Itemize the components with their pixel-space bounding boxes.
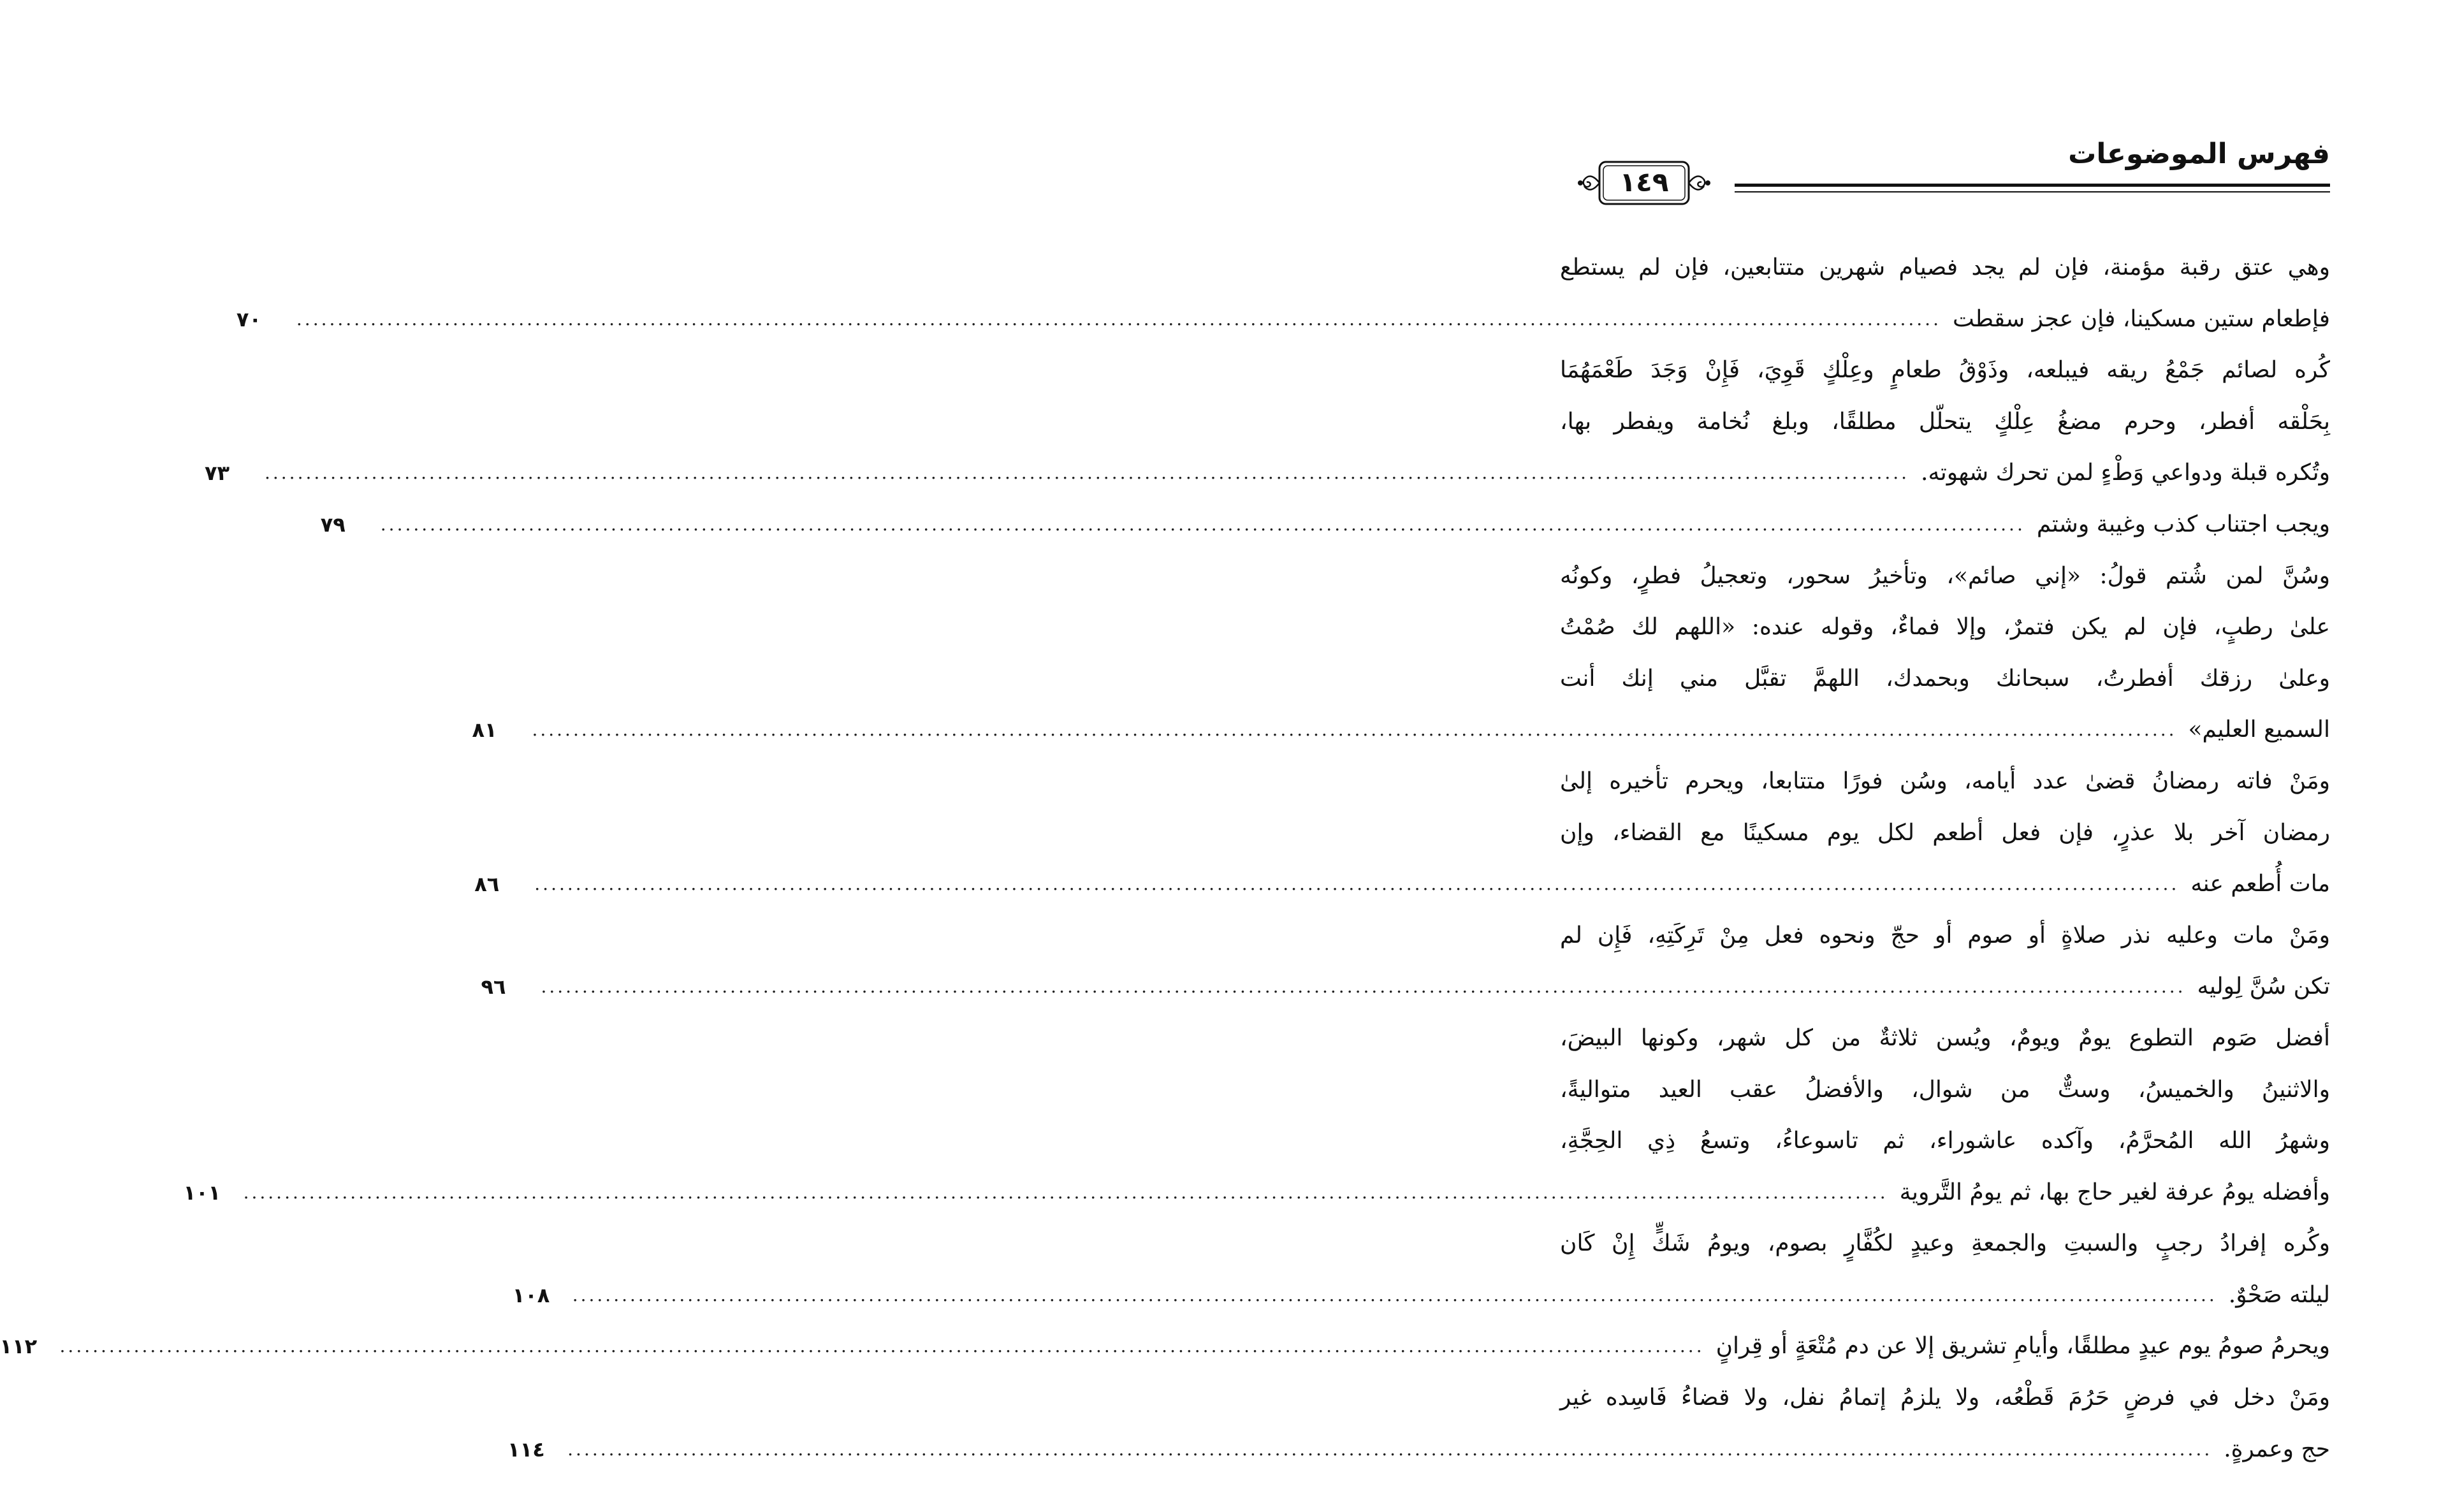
index-entry-line <box>1560 551 2330 602</box>
index-entry-line <box>1560 756 2330 808</box>
dot-leader: ........................................................................................................................................................................................................ <box>59 1335 1705 1357</box>
index-entry-text: كُره لصائم جَمْعُ ريقه فيبلعه، وذَوْقُ طعامٍ وعِلْكٍ قَوِيَ، فَإِنْ وَجَدَ طَعْمَهُمَا <box>1560 357 2330 384</box>
header-rule-thick <box>1735 184 2330 187</box>
index-entry-line <box>1560 1372 2330 1424</box>
dot-leader: ........................................................................................................................................................................................................ <box>572 1284 2217 1305</box>
index-entry-line <box>1560 910 2330 962</box>
index-entry-line <box>236 294 2330 345</box>
index-entry-text: علىٰ رطبٍ، فإن لم يكن فتمرٌ، وإلا فماءٌ، وقوله عنده: «اللهم لك صُمْتُ <box>1560 614 2330 641</box>
index-entry-line <box>204 447 2330 499</box>
index-entry-text: حج وعمرةٍ. <box>2224 1436 2330 1462</box>
index-entry-line <box>1560 653 2330 705</box>
index-entry-text: ليلته صَحْوٌ. <box>2228 1281 2330 1308</box>
index-entry-text: بِحَلْقه أفطر، وحرم مضغُ عِلْكٍ يتحلّل مطلقًا، وبلغ نُخامة ويفطر بها، <box>1560 408 2331 435</box>
page-number: ١٤٩ <box>1619 166 1669 198</box>
index-entry-page-number: ٩٦ <box>481 975 506 1000</box>
index-entry-text: ويحرمُ صومُ يوم عيدٍ مطلقًا، وأيامِ تشريق إلا عن دم مُتْعَةٍ أو قِرانٍ <box>1716 1333 2330 1360</box>
index-entry-text: فإطعام ستين مسكينا، فإن عجز سقطت <box>1952 305 2330 332</box>
dot-leader: ........................................................................................................................................................................................................ <box>532 719 2177 741</box>
index-entry-line <box>183 1167 2330 1219</box>
dot-leader: ........................................................................................................................................................................................................ <box>243 1181 1888 1203</box>
dot-leader: ........................................................................................................................................................................................................ <box>264 462 1910 484</box>
index-entry-page-number: ٨١ <box>472 718 497 743</box>
index-entry-page-number: ١٠٨ <box>512 1283 550 1307</box>
index-entry-line <box>1560 242 2330 294</box>
index-entry-line <box>512 1270 2330 1321</box>
index-entry-line <box>472 704 2330 756</box>
index-entry-line <box>1560 808 2330 859</box>
index-entry-line <box>1560 1065 2330 1116</box>
index-entry-text: والاثنينُ والخميسُ، وستٌّ من شوال، والأفضلُ عقب العيد متواليةً، <box>1560 1076 2330 1103</box>
index-entry-text: تكن سُنَّ لِوليه <box>2197 973 2330 1000</box>
header-rule-thin <box>1735 191 2330 193</box>
index-entry-text: وهي عتق رقبة مؤمنة، فإن لم يجد فصيام شهرين متتابعين، فإن لم يستطع <box>1560 254 2330 280</box>
running-header-title: فهرس الموضوعات <box>2068 138 2330 170</box>
index-entry-page-number: ١٠١ <box>183 1180 221 1205</box>
index-list <box>0 242 2331 1475</box>
index-entry-line <box>320 499 2330 551</box>
page-number-badge <box>1577 161 1712 205</box>
index-entry-text: ومَنْ فاته رمضانُ قضىٰ عدد أيامه، وسُن فورًا متتابعا، ويحرم تأخيره إلىٰ <box>1560 767 2330 794</box>
index-entry-page-number: ١١٤ <box>507 1437 545 1462</box>
dot-leader: ........................................................................................................................................................................................................ <box>534 873 2180 895</box>
index-entry-text: السميع العليم» <box>2188 716 2330 743</box>
index-entry-text: ويجب اجتناب كذب وغيبة وشتم <box>2036 511 2330 537</box>
dot-leader: ........................................................................................................................................................................................................ <box>380 513 2025 535</box>
index-entry-page-number: ٧٩ <box>320 512 346 537</box>
index-entry-line <box>1560 1218 2330 1270</box>
index-entry-text: أفضل صَوم التطوع يومٌ ويومٌ، ويُسن ثلاثةٌ من كل شهر، وكونها البيضَ، <box>1560 1024 2330 1051</box>
index-entry-text: وعلىٰ رزقك أفطرتُ، سبحانك وبحمدك، اللهمَّ تقبَّل مني إنك أنت <box>1560 665 2330 692</box>
index-entry-text: وأفضله يومُ عرفة لغير حاج بها، ثم يومُ التَّروية <box>1899 1179 2330 1205</box>
index-entry-text: مات أُطعم عنه <box>2190 871 2330 898</box>
index-entry-line <box>1560 602 2330 653</box>
index-entry-text: رمضان آخر بلا عذرٍ، فإن فعل أطعم لكل يوم مسكينًا مع القضاء، وإن <box>1560 819 2330 846</box>
index-entry-line <box>1560 345 2330 396</box>
dot-leader: ........................................................................................................................................................................................................ <box>541 976 2186 998</box>
index-entry-line <box>1560 1116 2330 1167</box>
index-entry-page-number: ١١٢ <box>0 1334 38 1359</box>
index-entry-line <box>474 859 2330 910</box>
index-entry-text: ومَنْ دخل في فرضٍ حَرُمَ قَطْعُه، ولا يلزمُ إتمامُ نفل، ولا قضاءُ فَاسِده غير <box>1560 1385 2330 1411</box>
index-entry-text: وشهرُ الله المُحرَّمُ، وآكده عاشوراء، ثم تاسوعاءُ، وتسعُ ذِي الحِجَّةِ، <box>1560 1128 2330 1154</box>
index-entry-text: وكُره إفرادُ رجبٍ والسبتِ والجمعةِ وعيدٍ لكُفَّارٍ بصوم، ويومُ شَكٍّ إِنْ كَان <box>1560 1230 2330 1257</box>
index-entry-text: وسُنَّ لمن شُتم قولُ: «إني صائم»، وتأخيرُ سحور، وتعجيلُ فطرٍ، وكونُه <box>1560 562 2330 589</box>
index-entry-page-number: ٨٦ <box>474 872 500 897</box>
index-entry-line <box>1560 1013 2330 1065</box>
index-entry-line <box>1560 396 2330 448</box>
dot-leader: ........................................................................................................................................................................................................ <box>567 1438 2213 1460</box>
dot-leader: ........................................................................................................................................................................................................ <box>296 308 1941 330</box>
index-entry-page-number: ٧٠ <box>236 307 261 331</box>
index-entry-page-number: ٧٣ <box>204 461 230 486</box>
index-entry-line <box>481 961 2330 1013</box>
index-entry-line <box>0 1321 2330 1372</box>
index-entry-line <box>507 1424 2330 1476</box>
index-entry-text: وتُكره قبلة ودواعي وَطْءٍ لمن تحرك شهوته. <box>1921 460 2330 486</box>
index-entry-text: ومَنْ مات وعليه نذر صلاةٍ أو صوم أو حجّ ونحوه فعل مِنْ تَرِكَتِهِ، فَإِن لم <box>1560 922 2330 949</box>
